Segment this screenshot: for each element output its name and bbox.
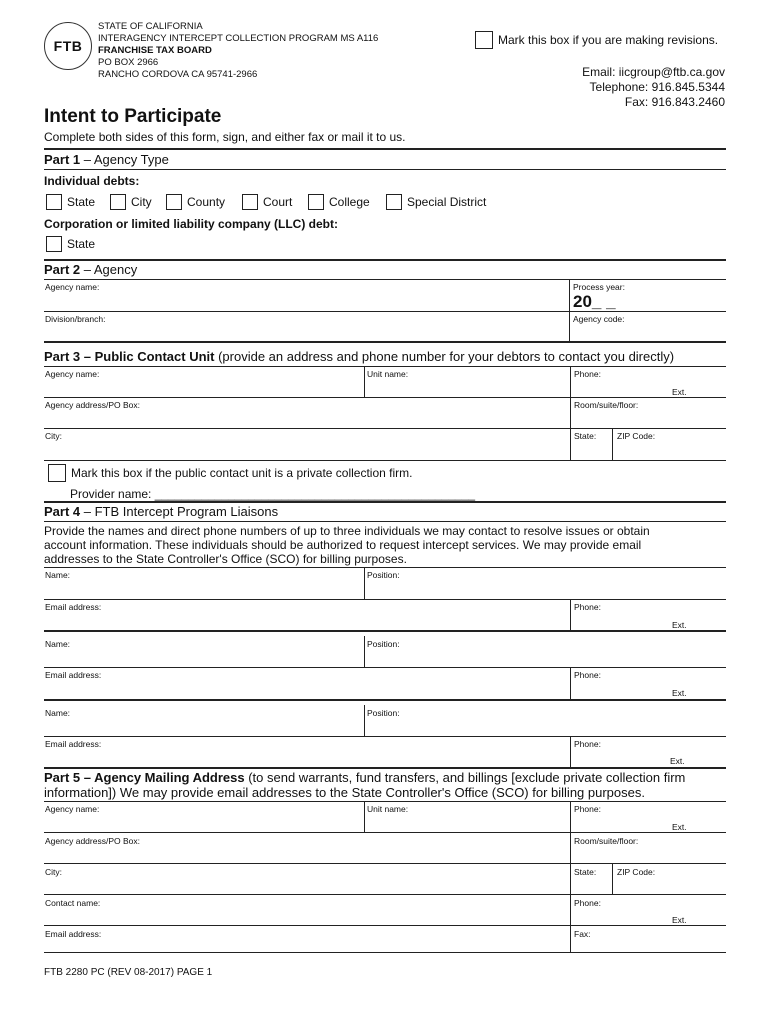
p5-room-field[interactable]: Room/suite/floor:: [574, 836, 639, 846]
liaison-email-field[interactable]: Email address:: [45, 670, 102, 680]
address-line: RANCHO CORDOVA CA 95741-2966: [98, 69, 258, 80]
p3-address-field[interactable]: Agency address/PO Box:: [45, 400, 140, 410]
liaison-position-field[interactable]: Position:: [367, 708, 400, 718]
ext-label: Ext.: [672, 387, 687, 397]
address-line: STATE OF CALIFORNIA: [98, 21, 203, 32]
individual-debts-label: Individual debts:: [44, 174, 140, 188]
divider: [44, 169, 726, 170]
p5-agency-name-field[interactable]: Agency name:: [45, 804, 100, 814]
liaison-position-field[interactable]: Position:: [367, 639, 400, 649]
checkbox[interactable]: [48, 464, 66, 482]
p3-phone-field[interactable]: Phone:: [574, 369, 601, 379]
divider: [44, 259, 726, 261]
ext-label: Ext.: [672, 688, 687, 698]
liaison-email-field[interactable]: Email address:: [45, 739, 102, 749]
checkbox[interactable]: [110, 194, 126, 210]
logo-text: FTB: [53, 38, 83, 54]
liaison-position-field[interactable]: Position:: [367, 570, 400, 580]
part4-heading: Part 4 – FTB Intercept Program Liaisons: [44, 504, 279, 519]
divider: [44, 148, 726, 150]
option-corp-state[interactable]: State: [46, 236, 95, 252]
revision-label: Mark this box if you are making revisions.: [498, 33, 719, 47]
p5-fax-field[interactable]: Fax:: [574, 929, 591, 939]
option-state[interactable]: State: [46, 194, 95, 210]
p5-state-field[interactable]: State:: [574, 867, 597, 877]
ftb-logo: [44, 22, 92, 70]
checkbox[interactable]: [166, 194, 182, 210]
checkbox[interactable]: [46, 194, 62, 210]
checkbox[interactable]: [46, 236, 62, 252]
p5-contact-phone-field[interactable]: Phone:: [574, 898, 601, 908]
part2-heading: Part 2 – Agency: [44, 262, 138, 277]
part1-heading: Part 1 – Agency Type: [44, 152, 169, 167]
liaison-email-field[interactable]: Email address:: [45, 602, 102, 612]
revision-checkbox[interactable]: [475, 31, 493, 49]
agency-address-block: [98, 21, 378, 81]
address-line: INTERAGENCY INTERCEPT COLLECTION PROGRAM MS A116: [98, 33, 379, 44]
p5-phone-field[interactable]: Phone:: [574, 804, 601, 814]
address-line: FRANCHISE TAX BOARD: [98, 45, 212, 56]
telephone-text: Telephone: 916.845.5344: [589, 80, 725, 94]
p3-unit-name-field[interactable]: Unit name:: [367, 369, 409, 379]
email-text: Email: iicgroup@ftb.ca.gov: [582, 65, 725, 79]
corp-debt-label: Corporation or limited liability company (LLC) debt:: [44, 217, 339, 231]
agency-code-field[interactable]: Agency code:: [573, 314, 625, 324]
p3-room-field[interactable]: Room/suite/floor:: [574, 400, 639, 410]
liaison-name-field[interactable]: Name:: [45, 639, 71, 649]
form-title: Intent to Participate: [44, 106, 222, 127]
p5-unit-name-field[interactable]: Unit name:: [367, 804, 409, 814]
form-footer: FTB 2280 PC (REV 08-2017) PAGE 1: [44, 967, 213, 978]
option-college[interactable]: College: [308, 194, 370, 210]
p5-zip-field[interactable]: ZIP Code:: [617, 867, 656, 877]
divider: [44, 279, 726, 280]
checkbox[interactable]: [308, 194, 324, 210]
part4-description: Provide the names and direct phone numbers of up to three individuals we may contact to resolve issues or obtain account information. These individuals should be authorized to request intercept services. We may provide email addresses to the State Controller's Office (SCO) for billing purposes.: [44, 524, 650, 566]
p3-city-field[interactable]: City:: [45, 431, 62, 441]
ext-label: Ext.: [672, 915, 687, 925]
revision-checkbox-row: [475, 31, 718, 49]
ext-label: Ext.: [672, 822, 687, 832]
p5-contact-field[interactable]: Contact name:: [45, 898, 101, 908]
provider-name-field[interactable]: Provider name: ________________________________________________: [70, 487, 476, 501]
liaison-name-field[interactable]: Name:: [45, 570, 71, 580]
p5-email-field[interactable]: Email address:: [45, 929, 102, 939]
p3-state-field[interactable]: State:: [574, 431, 597, 441]
instructions: Complete both sides of this form, sign, and either fax or mail it to us.: [44, 130, 406, 144]
option-city[interactable]: City: [110, 194, 152, 210]
option-county[interactable]: County: [166, 194, 225, 210]
checkbox[interactable]: [242, 194, 258, 210]
liaison-phone-field[interactable]: Phone:: [574, 602, 601, 612]
part5-heading: Part 5 – Agency Mailing Address (to send warrants, fund transfers, and billings [exclude private collection firm information]) We may provide email addresses to the State Controller's Office (SCO) for billing purposes.: [44, 770, 686, 800]
liaison-phone-field[interactable]: Phone:: [574, 739, 601, 749]
division-field[interactable]: Division/branch:: [45, 314, 106, 324]
process-year-field[interactable]: Process year:: [573, 282, 625, 292]
address-line: PO BOX 2966: [98, 57, 159, 68]
p3-zip-field[interactable]: ZIP Code:: [617, 431, 656, 441]
checkbox[interactable]: [386, 194, 402, 210]
ext-label: Ext.: [670, 756, 685, 766]
part3-heading: Part 3 – Public Contact Unit (provide an address and phone number for your debtors to contact you directly): [44, 349, 675, 364]
option-court[interactable]: Court: [242, 194, 292, 210]
liaison-name-field[interactable]: Name:: [45, 708, 71, 718]
liaison-phone-field[interactable]: Phone:: [574, 670, 601, 680]
p5-city-field[interactable]: City:: [45, 867, 62, 877]
private-firm-row[interactable]: Mark this box if the public contact unit is a private collection firm.: [48, 464, 412, 482]
contact-info: [582, 65, 725, 110]
agency-name-field[interactable]: Agency name:: [45, 282, 100, 292]
fax-text: Fax: 916.843.2460: [624, 95, 725, 109]
process-year-value: 20_ _: [573, 292, 616, 311]
p3-agency-name-field[interactable]: Agency name:: [45, 369, 100, 379]
option-special-district[interactable]: Special District: [386, 194, 486, 210]
ext-label: Ext.: [672, 620, 687, 630]
p5-address-field[interactable]: Agency address/PO Box:: [45, 836, 140, 846]
